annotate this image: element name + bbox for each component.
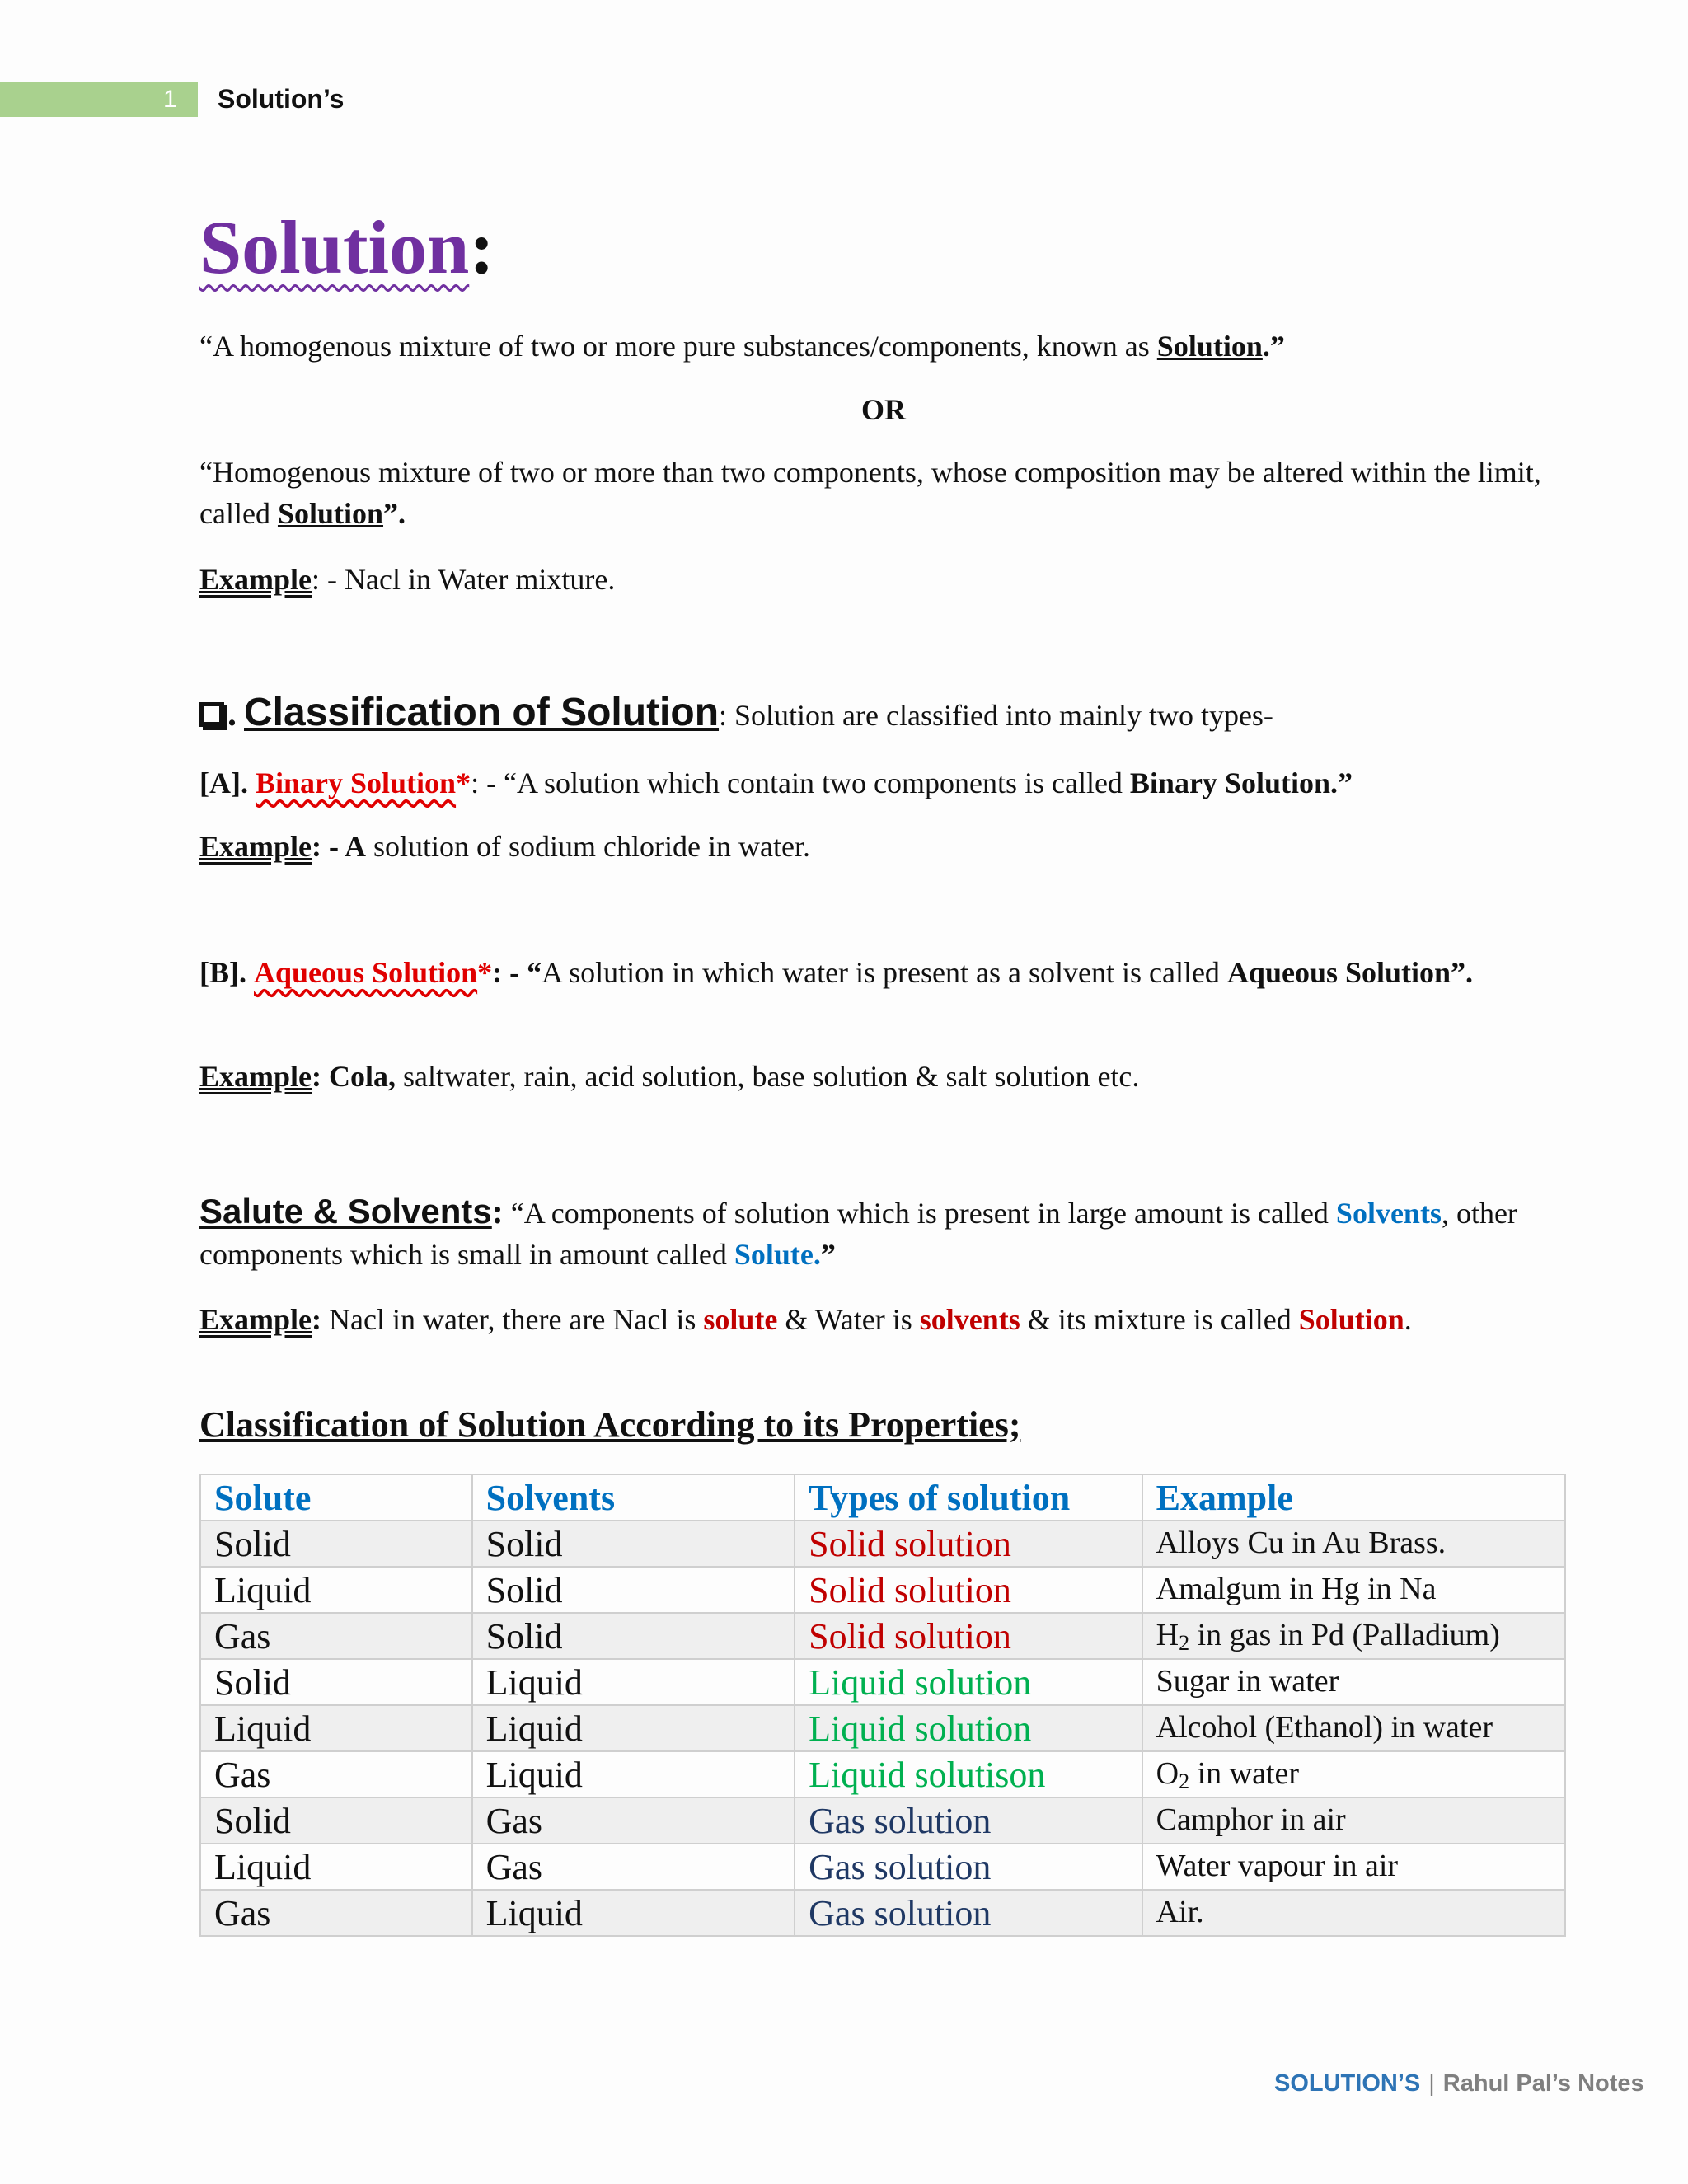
example-1-text: Nacl in Water mixture.: [345, 563, 616, 596]
aqueous-bold: Aqueous Solution”.: [1226, 956, 1474, 989]
table-row: [200, 1659, 1565, 1705]
cell-solute: Solid: [200, 1521, 472, 1567]
binary-example-label: Example: [199, 830, 312, 863]
page-title-word: Solution: [199, 205, 470, 289]
cell-solute: Solid: [200, 1797, 472, 1844]
definition-2-bold: Solution: [277, 497, 384, 530]
cell-example: Alcohol (Ethanol) in water: [1142, 1705, 1565, 1751]
table-row: [200, 1751, 1565, 1797]
table-row: [200, 1705, 1565, 1751]
cell-solvent: Solid: [472, 1521, 795, 1567]
example-1-label: Example: [199, 563, 312, 596]
example-1: [199, 559, 1568, 600]
definition-1-end: .”: [1262, 330, 1285, 363]
table-row: [200, 1890, 1565, 1936]
page-number: 1: [163, 86, 177, 113]
formula-subscript: 2: [1179, 1631, 1190, 1655]
page-title-colon: :: [469, 205, 495, 289]
aqueous-star: *: [477, 956, 493, 989]
table-row: [200, 1797, 1565, 1844]
solute-solvent-example-text-3: & its mixture is called: [1020, 1303, 1299, 1336]
cell-type: Gas solution: [795, 1844, 1142, 1890]
binary-star: *: [456, 766, 471, 799]
cell-solute: Liquid: [200, 1567, 472, 1613]
formula-element: H: [1156, 1618, 1179, 1652]
table-row: [200, 1521, 1565, 1567]
header-types: Types of solution: [795, 1474, 1142, 1521]
cell-solute: Gas: [200, 1751, 472, 1797]
cell-solvent: Liquid: [472, 1659, 795, 1705]
cell-example: Sugar in water: [1142, 1659, 1565, 1705]
binary-example-sep: : -: [312, 830, 345, 863]
solute-solvent-example: [199, 1299, 1568, 1340]
cell-solute: Gas: [200, 1890, 472, 1936]
cell-type: Solid solution: [795, 1613, 1142, 1659]
table-row: [200, 1613, 1565, 1659]
solute-solvent-text-1: “A components of solution which is present in large amount is called: [503, 1197, 1336, 1230]
cell-example: [1142, 1613, 1565, 1659]
solvents-term: Solvents: [1335, 1197, 1442, 1230]
cell-solute: Liquid: [200, 1844, 472, 1890]
cell-solvent: Liquid: [472, 1751, 795, 1797]
cell-solute: Solid: [200, 1659, 472, 1705]
cell-example: Air.: [1142, 1890, 1565, 1936]
cell-solvent: Solid: [472, 1567, 795, 1613]
page-title: [199, 202, 495, 293]
cell-type: Solid solution: [795, 1567, 1142, 1613]
solute-solvent-example-label: Example: [199, 1303, 312, 1336]
cell-example: Camphor in air: [1142, 1797, 1565, 1844]
table-row: [200, 1844, 1565, 1890]
solute-solvent-example-sep: :: [312, 1303, 330, 1336]
cell-example: Water vapour in air: [1142, 1844, 1565, 1890]
cell-solvent: Gas: [472, 1844, 795, 1890]
solute-solvent-example-end: .: [1404, 1303, 1412, 1336]
classification-line: [199, 688, 1568, 740]
aqueous-sep: : - “: [492, 956, 542, 989]
solute-solvent-colon: :: [491, 1193, 504, 1231]
aqueous-solution: [199, 952, 1568, 993]
aqueous-tag: [B].: [199, 956, 246, 989]
solute-term: Solute.: [734, 1238, 821, 1271]
table-title: Classification of Solution According to its Properties;: [199, 1404, 1021, 1445]
cell-type: Solid solution: [795, 1521, 1142, 1567]
cell-type: Liquid solutison: [795, 1751, 1142, 1797]
cell-solvent: Solid: [472, 1613, 795, 1659]
table-header-row: [200, 1474, 1565, 1521]
solute-solvent-definition: [199, 1191, 1568, 1275]
aqueous-term: Aqueous Solution: [254, 956, 478, 989]
binary-term: Binary Solution: [255, 766, 457, 799]
footer-title: SOLUTION’S: [1274, 2070, 1421, 2097]
cell-example: Amalgum in Hg in Na: [1142, 1567, 1565, 1613]
definition-1-bold: Solution: [1156, 330, 1263, 363]
classification-marker: .: [227, 693, 237, 733]
header-title: Solution’s: [218, 84, 345, 114]
header-solute: Solute: [200, 1474, 472, 1521]
cell-type: Gas solution: [795, 1797, 1142, 1844]
formula-rest: in water: [1189, 1756, 1300, 1791]
definition-1: [199, 326, 1568, 367]
classification-heading: Classification of Solution: [244, 691, 720, 734]
definition-2-text: “Homogenous mixture of two or more than two components, whose composition may be altered within the limit, called: [199, 456, 1541, 530]
binary-solution: [199, 762, 1568, 804]
or-separator: OR: [861, 393, 906, 426]
binary-example-text: solution of sodium chloride in water.: [366, 830, 810, 863]
solute-solvent-example-text-1: Nacl in water, there are Nacl is: [329, 1303, 704, 1336]
cell-type: Gas solution: [795, 1890, 1142, 1936]
cell-solvent: Liquid: [472, 1890, 795, 1936]
table-row: [200, 1567, 1565, 1613]
cell-type: Liquid solution: [795, 1705, 1142, 1751]
binary-text: : - “A solution which contain two components is called: [471, 766, 1130, 799]
cell-type: Liquid solution: [795, 1659, 1142, 1705]
cell-example: [1142, 1751, 1565, 1797]
aqueous-example-label: Example: [199, 1060, 312, 1093]
binary-tag: [A].: [199, 766, 248, 799]
solute-solvent-example-text-2: & Water is: [777, 1303, 920, 1336]
example-solution-word: Solution: [1298, 1303, 1404, 1336]
binary-bold: Binary Solution.”: [1129, 766, 1353, 799]
properties-table: [199, 1474, 1566, 1937]
cell-solvent: Liquid: [472, 1705, 795, 1751]
aqueous-text: A solution in which water is present as a solvent is called: [542, 956, 1227, 989]
cell-solvent: Gas: [472, 1797, 795, 1844]
cell-example: Alloys Cu in Au Brass.: [1142, 1521, 1565, 1567]
example-solvents-word: solvents: [919, 1303, 1020, 1336]
definition-1-text: “A homogenous mixture of two or more pure substances/components, known as: [199, 330, 1157, 363]
cell-solute: Gas: [200, 1613, 472, 1659]
aqueous-example-bold: Cola,: [329, 1060, 396, 1093]
aqueous-example: [199, 1056, 1568, 1097]
formula-element: O: [1156, 1756, 1179, 1791]
solute-solvent-text-2: , other components which is small in amount called: [199, 1197, 1517, 1271]
footer-separator: |: [1428, 2070, 1435, 2097]
cell-solute: Liquid: [200, 1705, 472, 1751]
example-1-sep: : -: [312, 563, 345, 596]
formula-rest: in gas in Pd (Palladium): [1189, 1618, 1500, 1652]
header-solvents: Solvents: [472, 1474, 795, 1521]
binary-example-bold: A: [345, 830, 367, 863]
definition-2: [199, 452, 1568, 534]
solute-solvent-heading: Salute & Solvents: [199, 1192, 492, 1230]
definition-2-end: ”.: [383, 497, 406, 530]
aqueous-example-sep: :: [312, 1060, 330, 1093]
classification-text: : Solution are classified into mainly two types-: [719, 699, 1273, 732]
footer-author: Rahul Pal’s Notes: [1442, 2070, 1644, 2097]
example-solute-word: solute: [703, 1303, 778, 1336]
page-footer: [1274, 2070, 1644, 2097]
aqueous-example-text: saltwater, rain, acid solution, base solution & salt solution etc.: [396, 1060, 1140, 1093]
binary-example: [199, 826, 1568, 867]
solute-solvent-end: ”: [820, 1238, 836, 1271]
header-example: Example: [1142, 1474, 1565, 1521]
formula-subscript: 2: [1179, 1769, 1190, 1793]
checkbox-icon: [199, 702, 224, 727]
